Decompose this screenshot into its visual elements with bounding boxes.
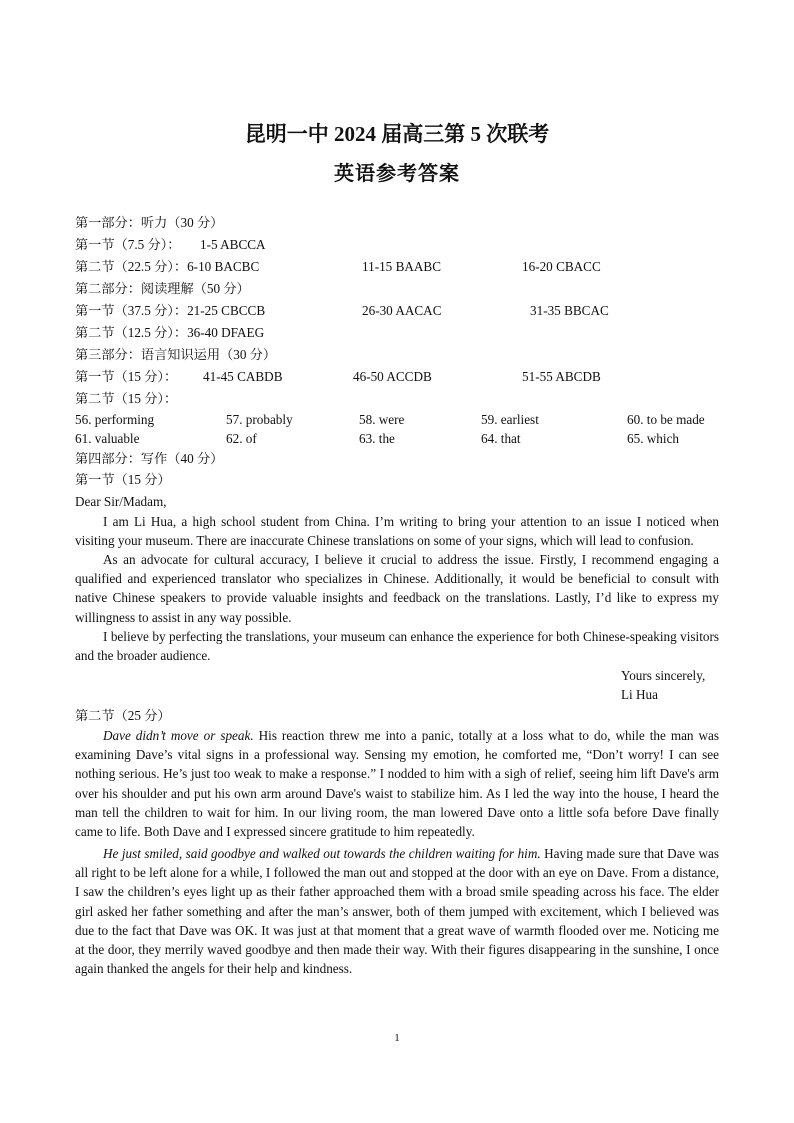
part2-sec1-answer-2: 26-30 AACAC (362, 303, 442, 318)
story-lead-sentence: He just smiled, said goodbye and walked out towards the children waiting for him. (103, 846, 541, 861)
fill-answer: 64. that (481, 431, 521, 446)
part3-sec2-label: 第二节（15 分）： (75, 391, 178, 406)
document-title: 昆明一中 2024 届高三第 5 次联考 (244, 122, 550, 146)
letter-salutation: Dear Sir/Madam, (75, 494, 167, 509)
letter-paragraph: I believe by perfecting the translations, your museum can enhance the experience for both Chinese-speaking visitors and the broader audience. (75, 629, 719, 664)
part1-sec2-label: 第二节（22.5 分）：6-10 BACBC (75, 259, 260, 274)
document-subtitle: 英语参考答案 (334, 163, 460, 185)
part4-sec2-label: 第二节（25 分） (75, 708, 171, 723)
fill-answer: 58. were (359, 412, 405, 427)
part3-sec1-answer-2: 46-50 ACCDB (353, 369, 432, 384)
story-body: Having made sure that Dave was all right to be left alone for a while, I followed the man out and stopped at the door with an eye on Dave. From a distance, I saw the children’s eyes light up as their father approached them with a broad smile speading across his face. The elder girl asked her father something and after the man’s answer, both of them jumped with excitement, which I believed was due to the fact that Dave was OK. It was just at that moment that a great wave of warmth flooded over me. Noticing me at the door, they merrily waved goodbye and then made their way. With their figures disappearing in the sunshine, I once again thanked the angels for their help and kindness. (75, 846, 719, 977)
fill-answer: 60. to be made (627, 412, 705, 427)
fill-answer: 62. of (226, 431, 257, 446)
letter-paragraph: I am Li Hua, a high school student from China. I’m writing to bring your attention to an issue I noticed when visiting your museum. There are inaccurate Chinese translations on some of your signs, which will lead to confusion. (75, 514, 719, 549)
fill-answer: 59. earliest (481, 412, 539, 427)
story-lead-sentence: Dave didn’t move or speak. (103, 728, 254, 743)
story-body: His reaction threw me into a panic, totally at a loss what to do, while the man was examining Dave’s vital signs in a professional way. Sensing my emotion, he comforted me, “Don’t worry! I can see nothing serious. He’s just too weak to make a response.” I nodded to him with a sigh of relief, seeing him lift Dave's arm over his shoulder and put his own arm around Dave's waist to stabilize him. As I led the way into the house, I heard the man tell the children to wait for him. In our living room, the man lowered Dave onto a little sofa before Dave finally came to life. Both Dave and I expressed sincere gratitude to him repeatedly. (75, 728, 720, 840)
fill-answer: 65. which (627, 431, 680, 446)
part3-heading: 第三部分：语言知识运用（30 分） (75, 347, 277, 362)
part1-heading: 第一部分：听力（30 分） (75, 215, 224, 230)
part2-heading: 第二部分：阅读理解（50 分） (75, 281, 250, 296)
story-paragraph (75, 726, 719, 841)
part2-sec2-line: 第二节（12.5 分）：36-40 DFAEG (75, 325, 265, 340)
part1-sec1-answer: 1-5 ABCCA (200, 237, 266, 252)
letter-paragraph: As an advocate for cultural accuracy, I believe it crucial to address the issue. Firstly, I recommend engaging a qualified and experienced translator who specializes in Chinese. Additionally, it would be beneficial to consult with native Chinese speakers to provide valuable insights and feedback on the translations. Lastly, I’d like to express my willingness to assist in any way possible. (75, 552, 719, 625)
part1-sec1-label: 第一节（7.5 分）： (75, 237, 181, 252)
part4-sec1-label: 第一节（15 分） (75, 472, 171, 487)
part3-sec1-answer-1: 41-45 CABDB (203, 369, 283, 384)
letter-closing: Yours sincerely, (621, 668, 706, 683)
fill-answer: 56. performing (75, 412, 155, 427)
letter-signature: Li Hua (621, 687, 658, 702)
story-paragraph (75, 844, 719, 978)
part4-heading: 第四部分：写作（40 分） (75, 451, 224, 466)
part2-sec1-answer-3: 31-35 BBCAC (530, 303, 609, 318)
fill-answer: 61. valuable (75, 431, 140, 446)
fill-answer: 57. probably (226, 412, 293, 427)
part3-sec1-answer-3: 51-55 ABCDB (522, 369, 601, 384)
page-number: 1 (394, 1032, 400, 1044)
part1-sec2-answer-3: 16-20 CBACC (522, 259, 601, 274)
part2-sec1-label: 第一节（37.5 分）：21-25 CBCCB (75, 303, 266, 318)
fill-answer: 63. the (359, 431, 395, 446)
part1-sec2-answer-2: 11-15 BAABC (362, 259, 442, 274)
part3-sec1-label: 第一节（15 分）： (75, 369, 178, 384)
